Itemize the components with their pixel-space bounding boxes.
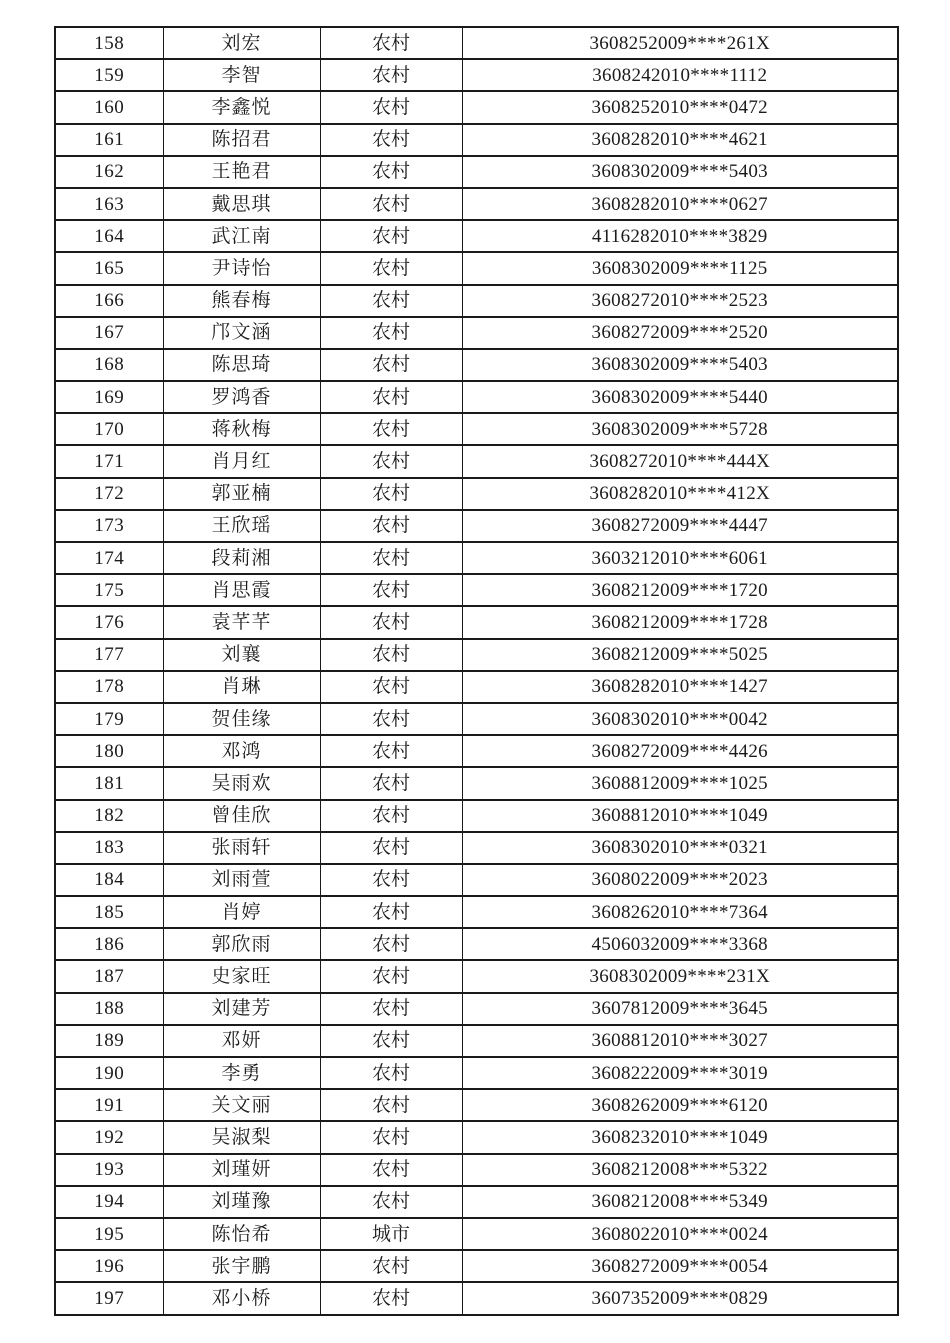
id-number-cell: 3608022009****2023 — [462, 864, 898, 896]
id-number-cell: 3608262010****7364 — [462, 896, 898, 928]
row-number-cell: 183 — [55, 832, 163, 864]
row-number-cell: 177 — [55, 639, 163, 671]
residence-cell: 农村 — [320, 735, 462, 767]
residence-cell: 农村 — [320, 478, 462, 510]
residence-cell: 农村 — [320, 800, 462, 832]
name-cell: 张雨轩 — [163, 832, 320, 864]
row-number-cell: 159 — [55, 59, 163, 91]
table-row — [55, 1218, 898, 1250]
row-number-cell: 187 — [55, 960, 163, 992]
residence-cell: 农村 — [320, 767, 462, 799]
table-row — [55, 381, 898, 413]
residence-cell: 农村 — [320, 1057, 462, 1089]
row-number-cell: 176 — [55, 606, 163, 638]
row-number-cell: 173 — [55, 510, 163, 542]
residence-cell: 农村 — [320, 59, 462, 91]
name-cell: 肖婷 — [163, 896, 320, 928]
row-number-cell: 182 — [55, 800, 163, 832]
table-row — [55, 574, 898, 606]
residence-cell: 农村 — [320, 1282, 462, 1314]
residence-cell: 农村 — [320, 542, 462, 574]
name-cell: 吴淑梨 — [163, 1121, 320, 1153]
table-row — [55, 1057, 898, 1089]
row-number-cell: 197 — [55, 1282, 163, 1314]
residence-cell: 农村 — [320, 606, 462, 638]
id-number-cell: 3608212008****5349 — [462, 1186, 898, 1218]
name-cell: 李勇 — [163, 1057, 320, 1089]
row-number-cell: 195 — [55, 1218, 163, 1250]
name-cell: 史家旺 — [163, 960, 320, 992]
id-number-cell: 3608252010****0472 — [462, 91, 898, 123]
table-row — [55, 1089, 898, 1121]
id-number-cell: 3608812010****3027 — [462, 1025, 898, 1057]
row-number-cell: 193 — [55, 1154, 163, 1186]
table-row — [55, 1154, 898, 1186]
table-row — [55, 993, 898, 1025]
id-number-cell: 3608282010****1427 — [462, 671, 898, 703]
id-number-cell: 3608252009****261X — [462, 27, 898, 59]
name-cell: 武江南 — [163, 220, 320, 252]
row-number-cell: 191 — [55, 1089, 163, 1121]
residence-cell: 农村 — [320, 445, 462, 477]
table-row — [55, 59, 898, 91]
id-number-cell: 3608212009****1728 — [462, 606, 898, 638]
name-cell: 肖月红 — [163, 445, 320, 477]
row-number-cell: 171 — [55, 445, 163, 477]
residence-cell: 农村 — [320, 1025, 462, 1057]
table-row — [55, 671, 898, 703]
name-cell: 熊春梅 — [163, 285, 320, 317]
table-row — [55, 1282, 898, 1314]
name-cell: 蒋秋梅 — [163, 413, 320, 445]
table-row — [55, 349, 898, 381]
name-cell: 段莉湘 — [163, 542, 320, 574]
residence-cell: 农村 — [320, 1089, 462, 1121]
name-cell: 郭欣雨 — [163, 928, 320, 960]
row-number-cell: 163 — [55, 188, 163, 220]
name-cell: 陈思琦 — [163, 349, 320, 381]
id-number-cell: 3608272010****2523 — [462, 285, 898, 317]
id-number-cell: 3608272010****444X — [462, 445, 898, 477]
table-row — [55, 800, 898, 832]
residence-cell: 农村 — [320, 124, 462, 156]
name-cell: 肖琳 — [163, 671, 320, 703]
residence-cell: 农村 — [320, 574, 462, 606]
table-row — [55, 445, 898, 477]
residence-cell: 农村 — [320, 188, 462, 220]
name-cell: 邓小桥 — [163, 1282, 320, 1314]
row-number-cell: 169 — [55, 381, 163, 413]
id-number-cell: 3608302009****231X — [462, 960, 898, 992]
row-number-cell: 164 — [55, 220, 163, 252]
id-number-cell: 3608222009****3019 — [462, 1057, 898, 1089]
id-number-cell: 3608242010****1112 — [462, 59, 898, 91]
table-row — [55, 285, 898, 317]
name-cell: 邓鸿 — [163, 735, 320, 767]
id-number-cell: 3608302010****0321 — [462, 832, 898, 864]
residence-cell: 农村 — [320, 639, 462, 671]
residence-cell: 城市 — [320, 1218, 462, 1250]
table-row — [55, 252, 898, 284]
name-cell: 张宇鹏 — [163, 1250, 320, 1282]
name-cell: 李智 — [163, 59, 320, 91]
row-number-cell: 158 — [55, 27, 163, 59]
residence-cell: 农村 — [320, 156, 462, 188]
id-number-cell: 3608212009****1720 — [462, 574, 898, 606]
residence-cell: 农村 — [320, 832, 462, 864]
id-number-cell: 3608212009****5025 — [462, 639, 898, 671]
id-number-cell: 3608282010****0627 — [462, 188, 898, 220]
table-row — [55, 124, 898, 156]
row-number-cell: 166 — [55, 285, 163, 317]
name-cell: 刘建芳 — [163, 993, 320, 1025]
id-number-cell: 3608272009****4426 — [462, 735, 898, 767]
row-number-cell: 192 — [55, 1121, 163, 1153]
name-cell: 贺佳缘 — [163, 703, 320, 735]
name-cell: 李鑫悦 — [163, 91, 320, 123]
residence-cell: 农村 — [320, 349, 462, 381]
name-cell: 王欣瑶 — [163, 510, 320, 542]
residence-cell: 农村 — [320, 928, 462, 960]
name-cell: 尹诗怡 — [163, 252, 320, 284]
name-cell: 刘宏 — [163, 27, 320, 59]
row-number-cell: 167 — [55, 317, 163, 349]
id-number-cell: 3608272009****0054 — [462, 1250, 898, 1282]
row-number-cell: 190 — [55, 1057, 163, 1089]
table-row — [55, 91, 898, 123]
id-number-cell: 4506032009****3368 — [462, 928, 898, 960]
name-cell: 刘雨萱 — [163, 864, 320, 896]
name-cell: 戴思琪 — [163, 188, 320, 220]
id-number-cell: 3608282010****4621 — [462, 124, 898, 156]
row-number-cell: 185 — [55, 896, 163, 928]
table-row — [55, 27, 898, 59]
residence-cell: 农村 — [320, 993, 462, 1025]
id-number-cell: 3608812010****1049 — [462, 800, 898, 832]
residence-cell: 农村 — [320, 381, 462, 413]
roster-table — [54, 26, 899, 1316]
table-row — [55, 478, 898, 510]
row-number-cell: 160 — [55, 91, 163, 123]
residence-cell: 农村 — [320, 413, 462, 445]
roster-table-body — [55, 27, 898, 1315]
table-row — [55, 606, 898, 638]
residence-cell: 农村 — [320, 1186, 462, 1218]
row-number-cell: 186 — [55, 928, 163, 960]
row-number-cell: 162 — [55, 156, 163, 188]
name-cell: 曾佳欣 — [163, 800, 320, 832]
residence-cell: 农村 — [320, 252, 462, 284]
name-cell: 陈怡希 — [163, 1218, 320, 1250]
residence-cell: 农村 — [320, 671, 462, 703]
table-row — [55, 542, 898, 574]
table-row — [55, 1250, 898, 1282]
id-number-cell: 3608302009****5403 — [462, 156, 898, 188]
row-number-cell: 196 — [55, 1250, 163, 1282]
name-cell: 刘瑾妍 — [163, 1154, 320, 1186]
table-row — [55, 1186, 898, 1218]
id-number-cell: 3608302010****0042 — [462, 703, 898, 735]
id-number-cell: 3608812009****1025 — [462, 767, 898, 799]
name-cell: 邓妍 — [163, 1025, 320, 1057]
table-row — [55, 703, 898, 735]
row-number-cell: 174 — [55, 542, 163, 574]
row-number-cell: 172 — [55, 478, 163, 510]
id-number-cell: 4116282010****3829 — [462, 220, 898, 252]
table-row — [55, 767, 898, 799]
residence-cell: 农村 — [320, 317, 462, 349]
table-row — [55, 188, 898, 220]
residence-cell: 农村 — [320, 896, 462, 928]
residence-cell: 农村 — [320, 285, 462, 317]
id-number-cell: 3608272009****4447 — [462, 510, 898, 542]
name-cell: 刘瑾豫 — [163, 1186, 320, 1218]
table-row — [55, 413, 898, 445]
row-number-cell: 179 — [55, 703, 163, 735]
name-cell: 陈招君 — [163, 124, 320, 156]
name-cell: 肖思霞 — [163, 574, 320, 606]
residence-cell: 农村 — [320, 864, 462, 896]
residence-cell: 农村 — [320, 220, 462, 252]
row-number-cell: 170 — [55, 413, 163, 445]
id-number-cell: 3608302009****5728 — [462, 413, 898, 445]
residence-cell: 农村 — [320, 1121, 462, 1153]
name-cell: 罗鸿香 — [163, 381, 320, 413]
name-cell: 刘襄 — [163, 639, 320, 671]
row-number-cell: 189 — [55, 1025, 163, 1057]
name-cell: 王艳君 — [163, 156, 320, 188]
id-number-cell: 3607812009****3645 — [462, 993, 898, 1025]
name-cell: 关文丽 — [163, 1089, 320, 1121]
row-number-cell: 175 — [55, 574, 163, 606]
table-row — [55, 1025, 898, 1057]
row-number-cell: 168 — [55, 349, 163, 381]
id-number-cell: 3607352009****0829 — [462, 1282, 898, 1314]
name-cell: 邝文涵 — [163, 317, 320, 349]
id-number-cell: 3608282010****412X — [462, 478, 898, 510]
id-number-cell: 3608302009****5403 — [462, 349, 898, 381]
residence-cell: 农村 — [320, 1250, 462, 1282]
residence-cell: 农村 — [320, 960, 462, 992]
row-number-cell: 165 — [55, 252, 163, 284]
table-row — [55, 1121, 898, 1153]
residence-cell: 农村 — [320, 1154, 462, 1186]
id-number-cell: 3608262009****6120 — [462, 1089, 898, 1121]
name-cell: 袁芊芊 — [163, 606, 320, 638]
id-number-cell: 3608232010****1049 — [462, 1121, 898, 1153]
residence-cell: 农村 — [320, 703, 462, 735]
row-number-cell: 180 — [55, 735, 163, 767]
id-number-cell: 3608212008****5322 — [462, 1154, 898, 1186]
name-cell: 郭亚楠 — [163, 478, 320, 510]
table-row — [55, 896, 898, 928]
row-number-cell: 188 — [55, 993, 163, 1025]
table-row — [55, 639, 898, 671]
name-cell: 吴雨欢 — [163, 767, 320, 799]
table-row — [55, 864, 898, 896]
id-number-cell: 3608302009****1125 — [462, 252, 898, 284]
id-number-cell: 3608302009****5440 — [462, 381, 898, 413]
table-row — [55, 928, 898, 960]
table-row — [55, 832, 898, 864]
row-number-cell: 178 — [55, 671, 163, 703]
table-row — [55, 156, 898, 188]
table-row — [55, 960, 898, 992]
id-number-cell: 3608022010****0024 — [462, 1218, 898, 1250]
row-number-cell: 161 — [55, 124, 163, 156]
residence-cell: 农村 — [320, 91, 462, 123]
id-number-cell: 3608272009****2520 — [462, 317, 898, 349]
table-row — [55, 510, 898, 542]
table-row — [55, 317, 898, 349]
residence-cell: 农村 — [320, 510, 462, 542]
table-row — [55, 735, 898, 767]
row-number-cell: 181 — [55, 767, 163, 799]
row-number-cell: 194 — [55, 1186, 163, 1218]
residence-cell: 农村 — [320, 27, 462, 59]
row-number-cell: 184 — [55, 864, 163, 896]
id-number-cell: 3603212010****6061 — [462, 542, 898, 574]
table-row — [55, 220, 898, 252]
